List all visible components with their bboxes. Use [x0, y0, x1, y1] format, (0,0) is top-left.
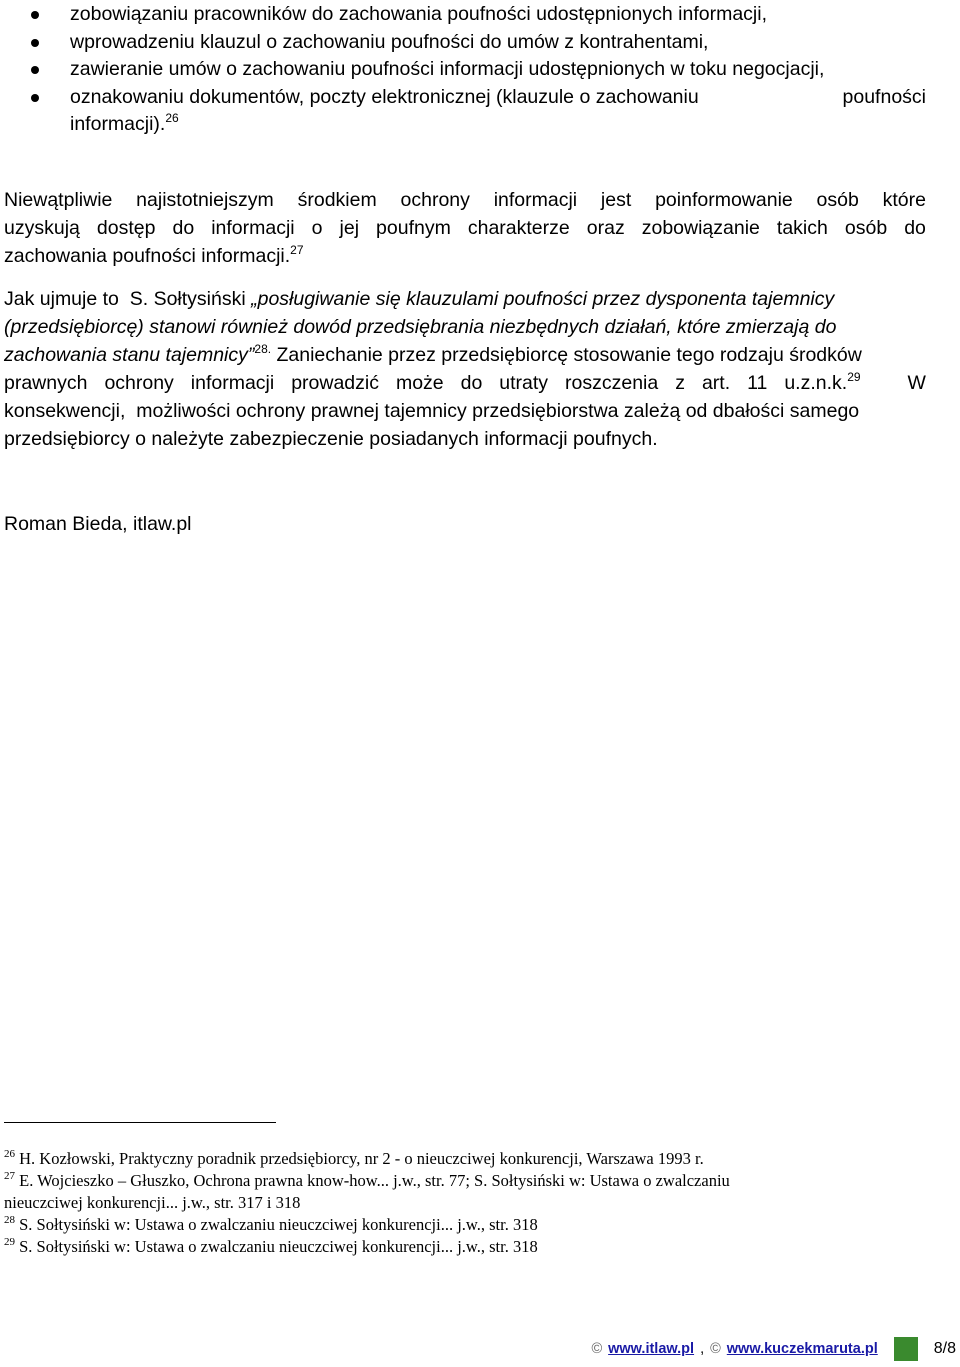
paragraph-line: zachowania stanu tajemnicy”$^{28.}$ Zaniechanie przez przedsiębiorcę stosowanie tego rodzaju środków — [4, 342, 862, 366]
copyright-icon: © — [591, 1341, 603, 1357]
page-footer: © www.itlaw.pl , © www.kuczekmaruta.pl 8/8 — [591, 1336, 956, 1362]
copyright-icon: © — [710, 1341, 721, 1357]
footnote-ref[interactable]: 28. — [254, 342, 272, 356]
list-item-text-end: poufności — [842, 86, 926, 108]
paragraph-line: uzyskują dostęp do informacji o jej poufnym charakterze oraz zobowiązanie takich osób do — [4, 217, 926, 239]
paragraph-line: prawnych ochrony informacji prowadzić może do utraty roszczenia z art. 11 u.z.n.k.$^{29}$ W — [4, 370, 926, 394]
paragraph-line: Jak ujmuje to S. Sołtysiński „posługiwanie się klauzulami poufności przez dysponenta tajemnicy — [4, 288, 835, 310]
footnote: $^{27}$ E. Wojcieszko – Głuszko, Ochrona prawna know-how... j.w., str. 77; S. Sołtysiński w: Ustawa o zwalczaniu — [4, 1170, 730, 1190]
footnote-number: 27 — [4, 1170, 15, 1182]
bullet-icon — [31, 66, 39, 74]
list-item-text: zawieranie umów o zachowaniu poufności informacji udostępnionych w toku negocjacji, — [70, 58, 825, 80]
author-signature: Roman Bieda, itlaw.pl — [4, 513, 192, 535]
footnote-ref[interactable]: 26 — [165, 111, 179, 125]
footnote: $^{28}$ S. Sołtysiński w: Ustawa o zwalczaniu nieuczciwej konkurencji... j.w., str. 318 — [4, 1214, 538, 1234]
footnote-number: 26 — [4, 1148, 15, 1160]
footnote-continuation: nieuczciwej konkurencji... j.w., str. 317 i 318 — [4, 1193, 301, 1212]
brand-square-icon — [894, 1337, 918, 1361]
footnote-number: 28 — [4, 1214, 15, 1226]
paragraph-line: (przedsiębiorcę) stanowi również dowód przedsiębrania niezbędnych działań, które zmierzają do — [4, 316, 837, 338]
footnote: $^{29}$ S. Sołtysiński w: Ustawa o zwalczaniu nieuczciwej konkurencji... j.w., str. 318 — [4, 1236, 538, 1256]
page-number: 8/8 — [933, 1340, 956, 1357]
list-item-text: zobowiązaniu pracowników do zachowania poufności udostępnionych informacji, — [70, 3, 767, 25]
footnote-number: 29 — [4, 1236, 15, 1248]
footnote-ref[interactable]: 27 — [290, 243, 304, 257]
paragraph-line: zachowania poufności informacji.$^{27}$ — [4, 243, 304, 267]
bullet-icon — [31, 11, 39, 19]
bullet-icon — [31, 94, 39, 102]
itlaw-link[interactable]: www.itlaw.pl — [608, 1341, 695, 1357]
list-item-text: oznakowaniu dokumentów, poczty elektronicznej (klauzule o zachowaniu — [70, 86, 699, 108]
list-item-text: informacji). — [70, 113, 166, 135]
footnote-ref[interactable]: 29 — [847, 370, 861, 384]
paragraph-line: Niewątpliwie najistotniejszym środkiem ochrony informacji jest poinformowanie osób które — [4, 189, 926, 211]
kuczekmaruta-link[interactable]: www.kuczekmaruta.pl — [726, 1341, 878, 1357]
list-item-text: wprowadzeniu klauzul o zachowaniu poufności do umów z kontrahentami, — [70, 31, 709, 53]
bullet-icon — [31, 39, 39, 47]
footnote-separator — [4, 1122, 276, 1123]
paragraph-line: przedsiębiorcy o należyte zabezpieczenie posiadanych informacji poufnych. — [4, 428, 658, 450]
footnote: $^{26}$ H. Kozłowski, Praktyczny poradnik przedsiębiorcy, nr 2 - o nieuczciwej konkurencji, Warszawa 1993 r. — [4, 1148, 704, 1168]
paragraph-line: konsekwencji, możliwości ochrony prawnej tajemnicy przedsiębiorstwa zależą od dbałości samego — [4, 400, 860, 422]
